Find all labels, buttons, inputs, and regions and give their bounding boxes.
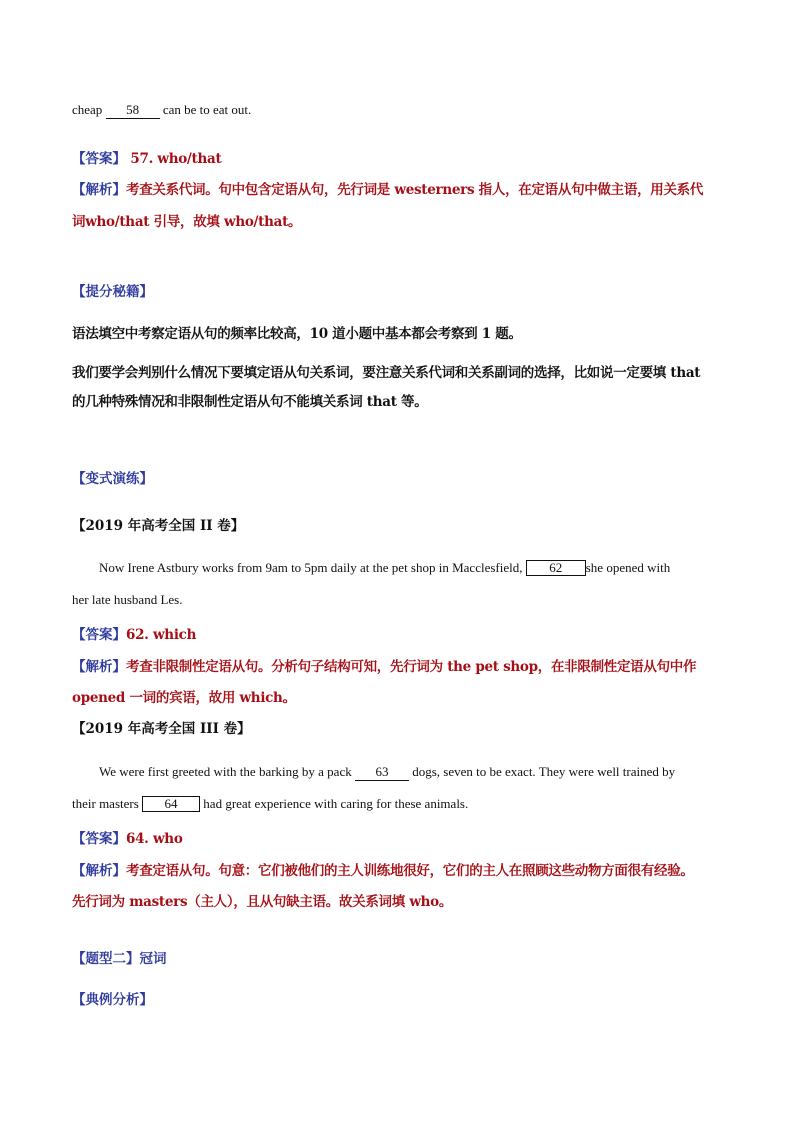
explanation-57-line2: 词who/that 引导，故填 who/that。 [72, 214, 302, 230]
question-62-line1: Now Irene Astbury works from 9am to 5pm daily at the pet shop in Macclesfield, 62 she opened with [99, 560, 671, 575]
answer-57: 【答案】 57. who/that [72, 151, 222, 167]
explanation-62-line2: opened 一词的宾语，故用 which。 [72, 690, 296, 706]
section-variant-heading: 【变式演练】 [72, 471, 153, 487]
question-62-line2: her late husband Les. [72, 592, 183, 607]
explanation-64-line2: 先行词为 masters（主人），且从句缺主语。故关系词填 who。 [72, 894, 453, 910]
blank-58: 58 [106, 102, 160, 119]
source-2019-iii: 【2019 年高考全国 III 卷】 [72, 721, 251, 737]
tips-line3: 的几种特殊情况和非限制性定语从句不能填关系词 that 等。 [72, 394, 428, 410]
tips-line2: 我们要学会判别什么情况下要填定语从句关系词，要注意关系代词和关系副词的选择，比如说一定要填 that [72, 365, 701, 381]
question-63-line: We were first greeted with the barking by a pack 63 dogs, seven to be exact. They were well trained by [99, 764, 676, 779]
section-example-heading: 【典例分析】 [72, 992, 153, 1008]
section-type2-heading: 【题型二】冠词 [72, 951, 167, 967]
answer-64: 【答案】64. who [72, 831, 183, 847]
blank-62: 62 [526, 560, 586, 576]
source-2019-ii: 【2019 年高考全国 II 卷】 [72, 518, 245, 534]
blank-63: 63 [355, 764, 409, 781]
question-64-line: their masters 64 had great experience with caring for these animals. [72, 796, 469, 811]
explanation-64-line1: 【解析】考查定语从句。句意：它们被他们的主人训练地很好，它们的主人在照顾这些动物方面很有经验。 [72, 863, 694, 879]
section-tips-heading: 【提分秘籍】 [72, 284, 153, 300]
tips-line1: 语法填空中考察定语从句的频率比较高，10 道小题中基本都会考察到 1 题。 [72, 326, 522, 342]
explanation-62-line1: 【解析】考查非限制性定语从句。分析句子结构可知，先行词为 the pet shop，在非限制性定语从句中作 [72, 659, 697, 675]
explanation-57-line1: 【解析】考查关系代词。句中包含定语从句，先行词是 westerners 指人，在定语从句中做主语，用关系代 [72, 182, 704, 198]
question-58-line: cheap 58 can be to eat out. [72, 102, 252, 117]
answer-62: 【答案】62. which [72, 627, 197, 643]
blank-64: 64 [142, 796, 200, 812]
